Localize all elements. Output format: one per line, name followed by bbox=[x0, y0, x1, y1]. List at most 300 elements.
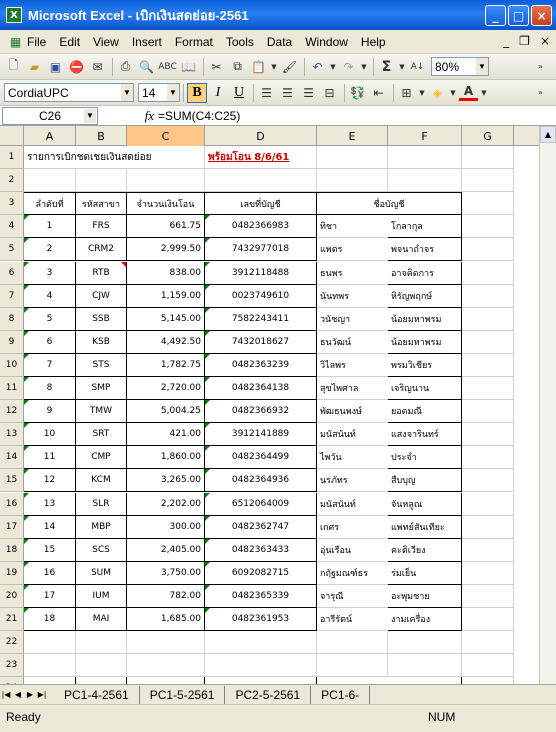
cell-amount[interactable]: 661.75 bbox=[127, 215, 205, 238]
grid-cell[interactable] bbox=[462, 539, 514, 562]
window-title: Microsoft Excel - เบิกเงินสดย่อย-2561 bbox=[28, 7, 249, 23]
cell-first-name[interactable]: มนัสนันท์ bbox=[317, 423, 388, 446]
grid-cell[interactable] bbox=[76, 169, 127, 192]
cell-branch[interactable]: SSB bbox=[76, 308, 127, 331]
cell-no[interactable]: 10 bbox=[24, 423, 76, 446]
grid-cell[interactable] bbox=[462, 423, 514, 446]
cell-last-name[interactable]: อาจคิดการ bbox=[388, 262, 462, 285]
minimize-button[interactable]: _ bbox=[485, 5, 506, 26]
sheet-tab[interactable]: PC1-6- bbox=[311, 686, 370, 704]
table-row bbox=[24, 331, 556, 354]
table-row bbox=[24, 562, 556, 585]
row-header[interactable]: 6 bbox=[0, 262, 24, 285]
title-bar bbox=[0, 0, 556, 30]
name-box[interactable] bbox=[2, 107, 98, 125]
cell-last-name[interactable]: แสงจารินทร์ bbox=[388, 423, 462, 446]
cell-first-name[interactable]: ทิชา bbox=[317, 215, 388, 238]
cell-last-name[interactable]: จันหลูณ bbox=[388, 493, 462, 516]
row-header[interactable]: 20 bbox=[0, 585, 24, 608]
cell-account[interactable]: 0023749610 bbox=[205, 285, 317, 308]
save-icon[interactable]: ▣ bbox=[49, 59, 62, 74]
align-center-icon[interactable]: ☰ bbox=[282, 85, 293, 100]
cell-first-name[interactable]: ไพวัน bbox=[317, 446, 388, 469]
italic-button[interactable]: I bbox=[215, 84, 221, 100]
redo-icon[interactable]: ↷ bbox=[343, 59, 354, 74]
cell-branch[interactable]: FRS bbox=[76, 215, 127, 238]
formula-input[interactable]: =SUM(C4:C25) bbox=[158, 108, 241, 123]
cell-indicator-icon bbox=[24, 377, 29, 382]
menu-format[interactable]: Format bbox=[174, 34, 213, 49]
column-header-d[interactable]: D bbox=[205, 126, 317, 146]
cell-account[interactable]: 0482364138 bbox=[205, 377, 317, 400]
undo-icon[interactable]: ↶ bbox=[312, 59, 323, 74]
sheet-tab[interactable]: PC1-4-2561 bbox=[54, 686, 140, 704]
print-preview-icon[interactable]: 🔍 bbox=[139, 59, 154, 74]
cell-amount[interactable]: 5,145.00 bbox=[127, 308, 205, 331]
cell-first-name[interactable]: เกศร bbox=[317, 516, 388, 539]
grid-cell[interactable] bbox=[76, 631, 127, 654]
cell-last-name[interactable]: ประจำ bbox=[388, 446, 462, 469]
grid-cell[interactable] bbox=[462, 238, 514, 261]
doc-restore-icon[interactable]: ❐ bbox=[519, 34, 530, 48]
cell-indicator-icon bbox=[205, 469, 210, 474]
cell-amount[interactable]: 5,004.25 bbox=[127, 400, 205, 423]
grid-cell[interactable] bbox=[388, 146, 462, 169]
cell-amount[interactable]: 2,405.00 bbox=[127, 539, 205, 562]
bold-button[interactable]: B bbox=[187, 83, 207, 103]
zoom-select[interactable] bbox=[431, 57, 489, 76]
cell-branch[interactable]: IUM bbox=[76, 585, 127, 608]
doc-close-icon[interactable]: × bbox=[539, 34, 550, 48]
cell-amount[interactable]: 1,159.00 bbox=[127, 285, 205, 308]
menu-window[interactable]: Window bbox=[305, 34, 348, 49]
cell-no[interactable]: 9 bbox=[24, 400, 76, 423]
cell-indicator-icon bbox=[205, 285, 210, 290]
cell-first-name[interactable]: พัฒธนพงษ์ bbox=[317, 400, 388, 423]
cell-amount[interactable]: 1,860.00 bbox=[127, 446, 205, 469]
cell-account[interactable]: 6512064009 bbox=[205, 493, 317, 516]
cell-first-name[interactable]: อารีรัตน์ bbox=[317, 608, 388, 631]
grid-cell[interactable] bbox=[24, 654, 76, 677]
cell-branch[interactable]: SMP bbox=[76, 377, 127, 400]
cell-no[interactable]: 13 bbox=[24, 493, 76, 516]
cell-amount[interactable]: 300.00 bbox=[127, 516, 205, 539]
autosum-dropdown-icon[interactable]: ▼ bbox=[399, 62, 405, 71]
cell-first-name[interactable]: มนัสนันท์ bbox=[317, 493, 388, 516]
cell-last-name[interactable]: ยอดมณี bbox=[388, 400, 462, 423]
cell-branch[interactable]: MAI bbox=[76, 608, 127, 631]
toolbar-options-icon[interactable]: » bbox=[538, 62, 543, 71]
copy-icon[interactable]: ⧉ bbox=[233, 59, 242, 73]
header-account[interactable]: เลขที่บัญชี bbox=[205, 192, 317, 215]
currency-icon[interactable]: 💱 bbox=[350, 85, 365, 100]
cell-account[interactable]: 0482366932 bbox=[205, 400, 317, 423]
cell-amount[interactable]: 838.00 bbox=[127, 262, 205, 285]
cell-first-name[interactable]: วิไลพร bbox=[317, 354, 388, 377]
zoom-value: 80% bbox=[435, 59, 460, 74]
grid-cell[interactable] bbox=[127, 169, 205, 192]
grid-cell[interactable] bbox=[205, 169, 317, 192]
header-account-name[interactable]: ชื่อบัญชี bbox=[317, 192, 462, 215]
grid-cell[interactable] bbox=[462, 585, 514, 608]
cell-account[interactable]: 6092082715 bbox=[205, 562, 317, 585]
grid-cell[interactable] bbox=[388, 631, 462, 654]
cell-last-name[interactable]: อะพุมชาย bbox=[388, 585, 462, 608]
menu-help[interactable]: Help bbox=[360, 34, 386, 49]
cell-no[interactable]: 2 bbox=[24, 238, 76, 261]
align-left-icon[interactable]: ☰ bbox=[261, 85, 272, 100]
row-header[interactable]: 3 bbox=[0, 192, 24, 215]
grid-cell[interactable] bbox=[317, 631, 388, 654]
grid-cell[interactable] bbox=[24, 677, 76, 684]
cell-first-name[interactable]: วนัชญา bbox=[317, 308, 388, 331]
cell-branch[interactable]: TMW bbox=[76, 400, 127, 423]
cell-branch[interactable]: SUM bbox=[76, 562, 127, 585]
cell-first-name[interactable]: สุขไพศาล bbox=[317, 377, 388, 400]
grid-cell[interactable] bbox=[76, 677, 127, 684]
cell-amount[interactable]: 1,782.75 bbox=[127, 354, 205, 377]
cell-branch[interactable]: KSB bbox=[76, 331, 127, 354]
table-row bbox=[24, 169, 556, 192]
new-icon[interactable]: 🗋 bbox=[8, 58, 19, 72]
grid-cell[interactable] bbox=[205, 631, 317, 654]
sheet-tab[interactable]: PC1-5-2561 bbox=[140, 686, 226, 704]
cell-account[interactable]: 0482365339 bbox=[205, 585, 317, 608]
grid-cell[interactable] bbox=[462, 400, 514, 423]
header-no[interactable]: ลำดับที่ bbox=[24, 192, 76, 215]
merge-center-icon[interactable]: ⊟ bbox=[324, 85, 335, 100]
cell-no[interactable]: 11 bbox=[24, 446, 76, 469]
permission-icon[interactable]: ⛔ bbox=[69, 59, 84, 74]
align-right-icon[interactable]: ☰ bbox=[303, 85, 314, 100]
header-amount[interactable]: จำนวนเงินโอน bbox=[127, 192, 205, 215]
cell-first-name[interactable]: จารุณี bbox=[317, 585, 388, 608]
spreadsheet-grid[interactable] bbox=[0, 126, 556, 684]
scroll-up-icon[interactable]: ▲ bbox=[540, 126, 556, 143]
cell-account[interactable]: 7432018627 bbox=[205, 331, 317, 354]
grid-cell[interactable] bbox=[462, 285, 514, 308]
cell-branch[interactable]: SRT bbox=[76, 423, 127, 446]
cell-last-name[interactable]: ร่มเย็น bbox=[388, 562, 462, 585]
cell-last-name[interactable]: น้อยมหาพรม bbox=[388, 331, 462, 354]
paste-icon[interactable]: 📋 bbox=[251, 59, 266, 74]
grid-cell[interactable] bbox=[462, 354, 514, 377]
chevron-down-icon[interactable]: ▼ bbox=[84, 109, 96, 123]
menu-data[interactable]: Data bbox=[266, 34, 293, 49]
grid-cell[interactable] bbox=[462, 308, 514, 331]
cell-first-name[interactable]: แพตร bbox=[317, 238, 388, 261]
grid-cell[interactable] bbox=[462, 377, 514, 400]
grid-cell[interactable] bbox=[24, 169, 76, 192]
cell-branch[interactable]: SCS bbox=[76, 539, 127, 562]
cell-branch[interactable]: CJW bbox=[76, 285, 127, 308]
formatting-toolbar bbox=[0, 80, 556, 106]
sort-icon[interactable]: A↓ bbox=[410, 61, 425, 72]
transfer-note[interactable]: พร้อมโอน 8/6/61 bbox=[205, 146, 317, 169]
cell-indicator-icon bbox=[24, 423, 29, 428]
cell-first-name[interactable]: ธนวัฒน์ bbox=[317, 331, 388, 354]
cell-no[interactable]: 6 bbox=[24, 331, 76, 354]
cell-branch[interactable]: SLR bbox=[76, 493, 127, 516]
cell-branch[interactable]: MBP bbox=[76, 516, 127, 539]
cell-indicator-icon bbox=[24, 331, 29, 336]
borders-dropdown-icon[interactable]: ▼ bbox=[419, 88, 425, 97]
close-button[interactable]: × bbox=[531, 5, 552, 26]
grid-cell[interactable] bbox=[462, 469, 514, 492]
row-header[interactable]: 19 bbox=[0, 562, 24, 585]
menu-view[interactable]: View bbox=[93, 34, 119, 49]
cell-indicator-icon bbox=[121, 262, 126, 267]
grid-cell[interactable] bbox=[205, 654, 317, 677]
grid-cell[interactable] bbox=[462, 677, 514, 684]
font-name-select[interactable] bbox=[4, 83, 134, 102]
grid-cell[interactable] bbox=[317, 169, 388, 192]
row-header[interactable]: 8 bbox=[0, 308, 24, 331]
workbook-icon[interactable]: ▦ bbox=[9, 34, 22, 49]
grid-cell[interactable] bbox=[24, 631, 76, 654]
cell-account[interactable]: 0482362747 bbox=[205, 516, 317, 539]
cell-branch[interactable]: KCM bbox=[76, 469, 127, 492]
cell-indicator-icon bbox=[205, 446, 210, 451]
cell-amount[interactable]: 421.00 bbox=[127, 423, 205, 446]
cell-account[interactable]: 0482364499 bbox=[205, 446, 317, 469]
doc-minimize-icon[interactable]: _ bbox=[503, 34, 510, 48]
cell-amount[interactable]: 1,685.00 bbox=[127, 608, 205, 631]
cell-account[interactable]: 0482364936 bbox=[205, 469, 317, 492]
cell-account[interactable]: 0482361953 bbox=[205, 608, 317, 631]
autosum-icon[interactable]: Σ bbox=[381, 58, 392, 75]
row-header[interactable]: 7 bbox=[0, 285, 24, 308]
grid-cell[interactable] bbox=[462, 516, 514, 539]
row-header[interactable]: 16 bbox=[0, 493, 24, 516]
row-header[interactable]: 23 bbox=[0, 654, 24, 677]
sheet-tab[interactable]: PC2-5-2561 bbox=[225, 686, 311, 704]
row-header[interactable]: 18 bbox=[0, 539, 24, 562]
first-sheet-icon[interactable]: |◀ bbox=[1, 690, 11, 699]
table-row bbox=[24, 446, 556, 469]
cell-branch[interactable]: CRM2 bbox=[76, 238, 127, 261]
borders-icon[interactable]: ⊞ bbox=[401, 85, 412, 100]
cell-no[interactable]: 4 bbox=[24, 285, 76, 308]
grid-cell[interactable] bbox=[388, 169, 462, 192]
maximize-button[interactable]: □ bbox=[508, 5, 529, 26]
format-painter-icon[interactable]: 🖌 bbox=[281, 59, 298, 74]
fx-icon[interactable]: fx bbox=[144, 107, 154, 123]
row-header[interactable]: 12 bbox=[0, 400, 24, 423]
spelling-icon[interactable]: ABC bbox=[158, 61, 177, 72]
undo-dropdown-icon[interactable]: ▼ bbox=[330, 62, 336, 71]
header-branch[interactable]: รหัสสาขา bbox=[76, 192, 127, 215]
column-header-a[interactable]: A bbox=[24, 126, 76, 146]
grid-cell[interactable] bbox=[205, 677, 317, 684]
cell-no[interactable]: 14 bbox=[24, 516, 76, 539]
cell-branch[interactable]: CMP bbox=[76, 446, 127, 469]
grid-cell[interactable] bbox=[317, 677, 388, 684]
grid-cell[interactable] bbox=[388, 654, 462, 677]
grid-cell[interactable] bbox=[462, 331, 514, 354]
grid-cell[interactable] bbox=[462, 654, 514, 677]
column-header-e[interactable]: E bbox=[317, 126, 388, 146]
column-header-g[interactable]: G bbox=[462, 126, 514, 146]
cell-account[interactable]: 7432977018 bbox=[205, 238, 317, 261]
chevron-down-icon[interactable]: ▼ bbox=[476, 58, 488, 75]
num-lock-indicator: NUM bbox=[428, 710, 456, 724]
select-all-corner[interactable] bbox=[0, 126, 24, 146]
cell-indicator-icon bbox=[24, 215, 29, 220]
email-icon[interactable]: ✉ bbox=[92, 59, 103, 74]
grid-cell[interactable] bbox=[462, 608, 514, 631]
cell-no[interactable]: 5 bbox=[24, 308, 76, 331]
column-header-f[interactable]: F bbox=[388, 126, 462, 146]
research-icon[interactable]: 📖 bbox=[181, 59, 196, 74]
row-header[interactable]: 15 bbox=[0, 469, 24, 492]
prev-sheet-icon[interactable]: ◀ bbox=[14, 690, 22, 699]
cell-last-name[interactable]: พรมวิเชียร bbox=[388, 354, 462, 377]
cell-amount[interactable]: 2,999.50 bbox=[127, 238, 205, 261]
cell-last-name[interactable]: งามเครื่อง bbox=[388, 608, 462, 631]
column-header-c[interactable]: C bbox=[127, 126, 205, 146]
cell-no[interactable]: 3 bbox=[24, 262, 76, 285]
menu-tools[interactable]: Tools bbox=[225, 34, 254, 49]
row-header[interactable]: 11 bbox=[0, 377, 24, 400]
grid-cell[interactable] bbox=[127, 631, 205, 654]
cell-no[interactable]: 1 bbox=[24, 215, 76, 238]
grid-cell[interactable] bbox=[462, 215, 514, 238]
cell-last-name[interactable]: โกลากุล bbox=[388, 215, 462, 238]
column-header-b[interactable]: B bbox=[76, 126, 127, 146]
row-header[interactable]: 14 bbox=[0, 446, 24, 469]
cell-no[interactable]: 12 bbox=[24, 469, 76, 492]
cell-indicator-icon bbox=[24, 446, 29, 451]
excel-icon[interactable]: X bbox=[6, 7, 22, 23]
menu-insert[interactable]: Insert bbox=[131, 34, 162, 49]
cell-first-name[interactable]: กฤัฐมณฑ์ธร bbox=[317, 562, 388, 585]
row-header[interactable]: 2 bbox=[0, 169, 24, 192]
fill-color-icon[interactable]: ◈ bbox=[432, 85, 443, 100]
font-color-dropdown-icon[interactable]: ▼ bbox=[481, 88, 487, 97]
grid-cell[interactable] bbox=[462, 493, 514, 516]
cell-branch[interactable]: RTB bbox=[76, 262, 127, 285]
redo-dropdown-icon[interactable]: ▼ bbox=[361, 62, 367, 71]
row-header[interactable]: 22 bbox=[0, 631, 24, 654]
row-header[interactable]: 4 bbox=[0, 215, 24, 238]
grid-cell[interactable] bbox=[462, 146, 514, 169]
cell-account[interactable]: 0482366983 bbox=[205, 215, 317, 238]
cell-first-name[interactable]: อุ่นเรือน bbox=[317, 539, 388, 562]
cell-account[interactable]: 0482363239 bbox=[205, 354, 317, 377]
row-header[interactable]: 9 bbox=[0, 331, 24, 354]
grid-cell[interactable] bbox=[462, 262, 514, 285]
cell-account[interactable]: 3912118488 bbox=[205, 262, 317, 285]
cell-account[interactable]: 0482363433 bbox=[205, 539, 317, 562]
next-sheet-icon[interactable]: ▶ bbox=[26, 690, 34, 699]
cell-no[interactable]: 18 bbox=[24, 608, 76, 631]
cell-indicator-icon bbox=[24, 285, 29, 290]
decrease-indent-icon[interactable]: ⇤ bbox=[373, 85, 384, 100]
table-row bbox=[24, 377, 556, 400]
row-header[interactable]: 1 bbox=[0, 146, 24, 169]
cell-last-name[interactable]: คะติเวียง bbox=[388, 539, 462, 562]
grid-cell[interactable] bbox=[127, 654, 205, 677]
fill-color-dropdown-icon[interactable]: ▼ bbox=[450, 88, 456, 97]
cut-icon[interactable]: ✂ bbox=[211, 59, 222, 74]
grid-cell[interactable] bbox=[317, 146, 388, 169]
grid-cell[interactable] bbox=[76, 654, 127, 677]
grid-cell[interactable] bbox=[388, 677, 462, 684]
cell-no[interactable]: 16 bbox=[24, 562, 76, 585]
formula-bar bbox=[0, 106, 556, 126]
table-row bbox=[24, 539, 556, 562]
menu-file[interactable]: File bbox=[27, 34, 47, 49]
open-icon[interactable]: ▰ bbox=[29, 59, 40, 74]
last-sheet-icon[interactable]: ▶| bbox=[37, 690, 47, 699]
chevron-down-icon[interactable]: ▼ bbox=[167, 84, 179, 101]
font-size-select[interactable] bbox=[138, 83, 180, 102]
print-icon[interactable]: ⎙ bbox=[120, 59, 131, 73]
toolbar-options-icon[interactable]: » bbox=[538, 88, 543, 97]
row-header[interactable]: 17 bbox=[0, 516, 24, 539]
row-header[interactable] bbox=[0, 677, 24, 684]
grid-cell[interactable] bbox=[462, 631, 514, 654]
grid-cell[interactable] bbox=[462, 562, 514, 585]
cell-amount[interactable]: 3,750.00 bbox=[127, 562, 205, 585]
cell-amount[interactable]: 3,265.00 bbox=[127, 469, 205, 492]
cell-last-name[interactable]: สืบบุญ bbox=[388, 469, 462, 492]
cell-no[interactable]: 8 bbox=[24, 377, 76, 400]
cell-no[interactable]: 17 bbox=[24, 585, 76, 608]
cell-account[interactable]: 7582243411 bbox=[205, 308, 317, 331]
row-header[interactable]: 10 bbox=[0, 354, 24, 377]
grid-cell[interactable] bbox=[317, 654, 388, 677]
table-row bbox=[24, 585, 556, 608]
cell-branch[interactable]: STS bbox=[76, 354, 127, 377]
cell-last-name[interactable]: เจริญนาน bbox=[388, 377, 462, 400]
cell-last-name[interactable]: แพทย์สันเทียะ bbox=[388, 516, 462, 539]
grid-cell[interactable] bbox=[462, 192, 514, 215]
menu-edit[interactable]: Edit bbox=[59, 34, 81, 49]
cell-first-name[interactable]: นรภัทร bbox=[317, 469, 388, 492]
font-color-icon[interactable]: A bbox=[459, 85, 478, 101]
row-header[interactable]: 13 bbox=[0, 423, 24, 446]
vertical-scrollbar[interactable] bbox=[539, 126, 556, 684]
grid-cell[interactable] bbox=[462, 446, 514, 469]
cell-indicator-icon bbox=[24, 539, 29, 544]
paste-dropdown-icon[interactable]: ▼ bbox=[271, 62, 277, 71]
cell-account[interactable]: 3912141889 bbox=[205, 423, 317, 446]
cell-indicator-icon bbox=[205, 493, 210, 498]
sheet-title[interactable]: รายการเบิกชดเชยเงินสดย่อย bbox=[24, 146, 205, 169]
cell-amount[interactable]: 782.00 bbox=[127, 585, 205, 608]
cell-amount[interactable]: 4,492.50 bbox=[127, 331, 205, 354]
chevron-down-icon[interactable]: ▼ bbox=[121, 84, 133, 101]
grid-cell[interactable] bbox=[127, 677, 205, 684]
standard-toolbar bbox=[0, 54, 556, 80]
cell-last-name[interactable]: พจนาถำจร bbox=[388, 238, 462, 261]
cell-first-name[interactable]: นันทพร bbox=[317, 285, 388, 308]
cell-no[interactable]: 15 bbox=[24, 539, 76, 562]
cell-last-name[interactable]: หิรัญพฤกษ์ bbox=[388, 285, 462, 308]
table-row bbox=[24, 677, 556, 684]
cell-amount[interactable]: 2,202.00 bbox=[127, 493, 205, 516]
cell-no[interactable]: 7 bbox=[24, 354, 76, 377]
row-header[interactable]: 21 bbox=[0, 608, 24, 631]
underline-button[interactable]: U bbox=[233, 84, 245, 100]
grid-cell[interactable] bbox=[462, 169, 514, 192]
cell-first-name[interactable]: ธนพร bbox=[317, 262, 388, 285]
cell-amount[interactable]: 2,720.00 bbox=[127, 377, 205, 400]
cell-last-name[interactable]: น้อยมหาพรม bbox=[388, 308, 462, 331]
row-header[interactable]: 5 bbox=[0, 238, 24, 261]
